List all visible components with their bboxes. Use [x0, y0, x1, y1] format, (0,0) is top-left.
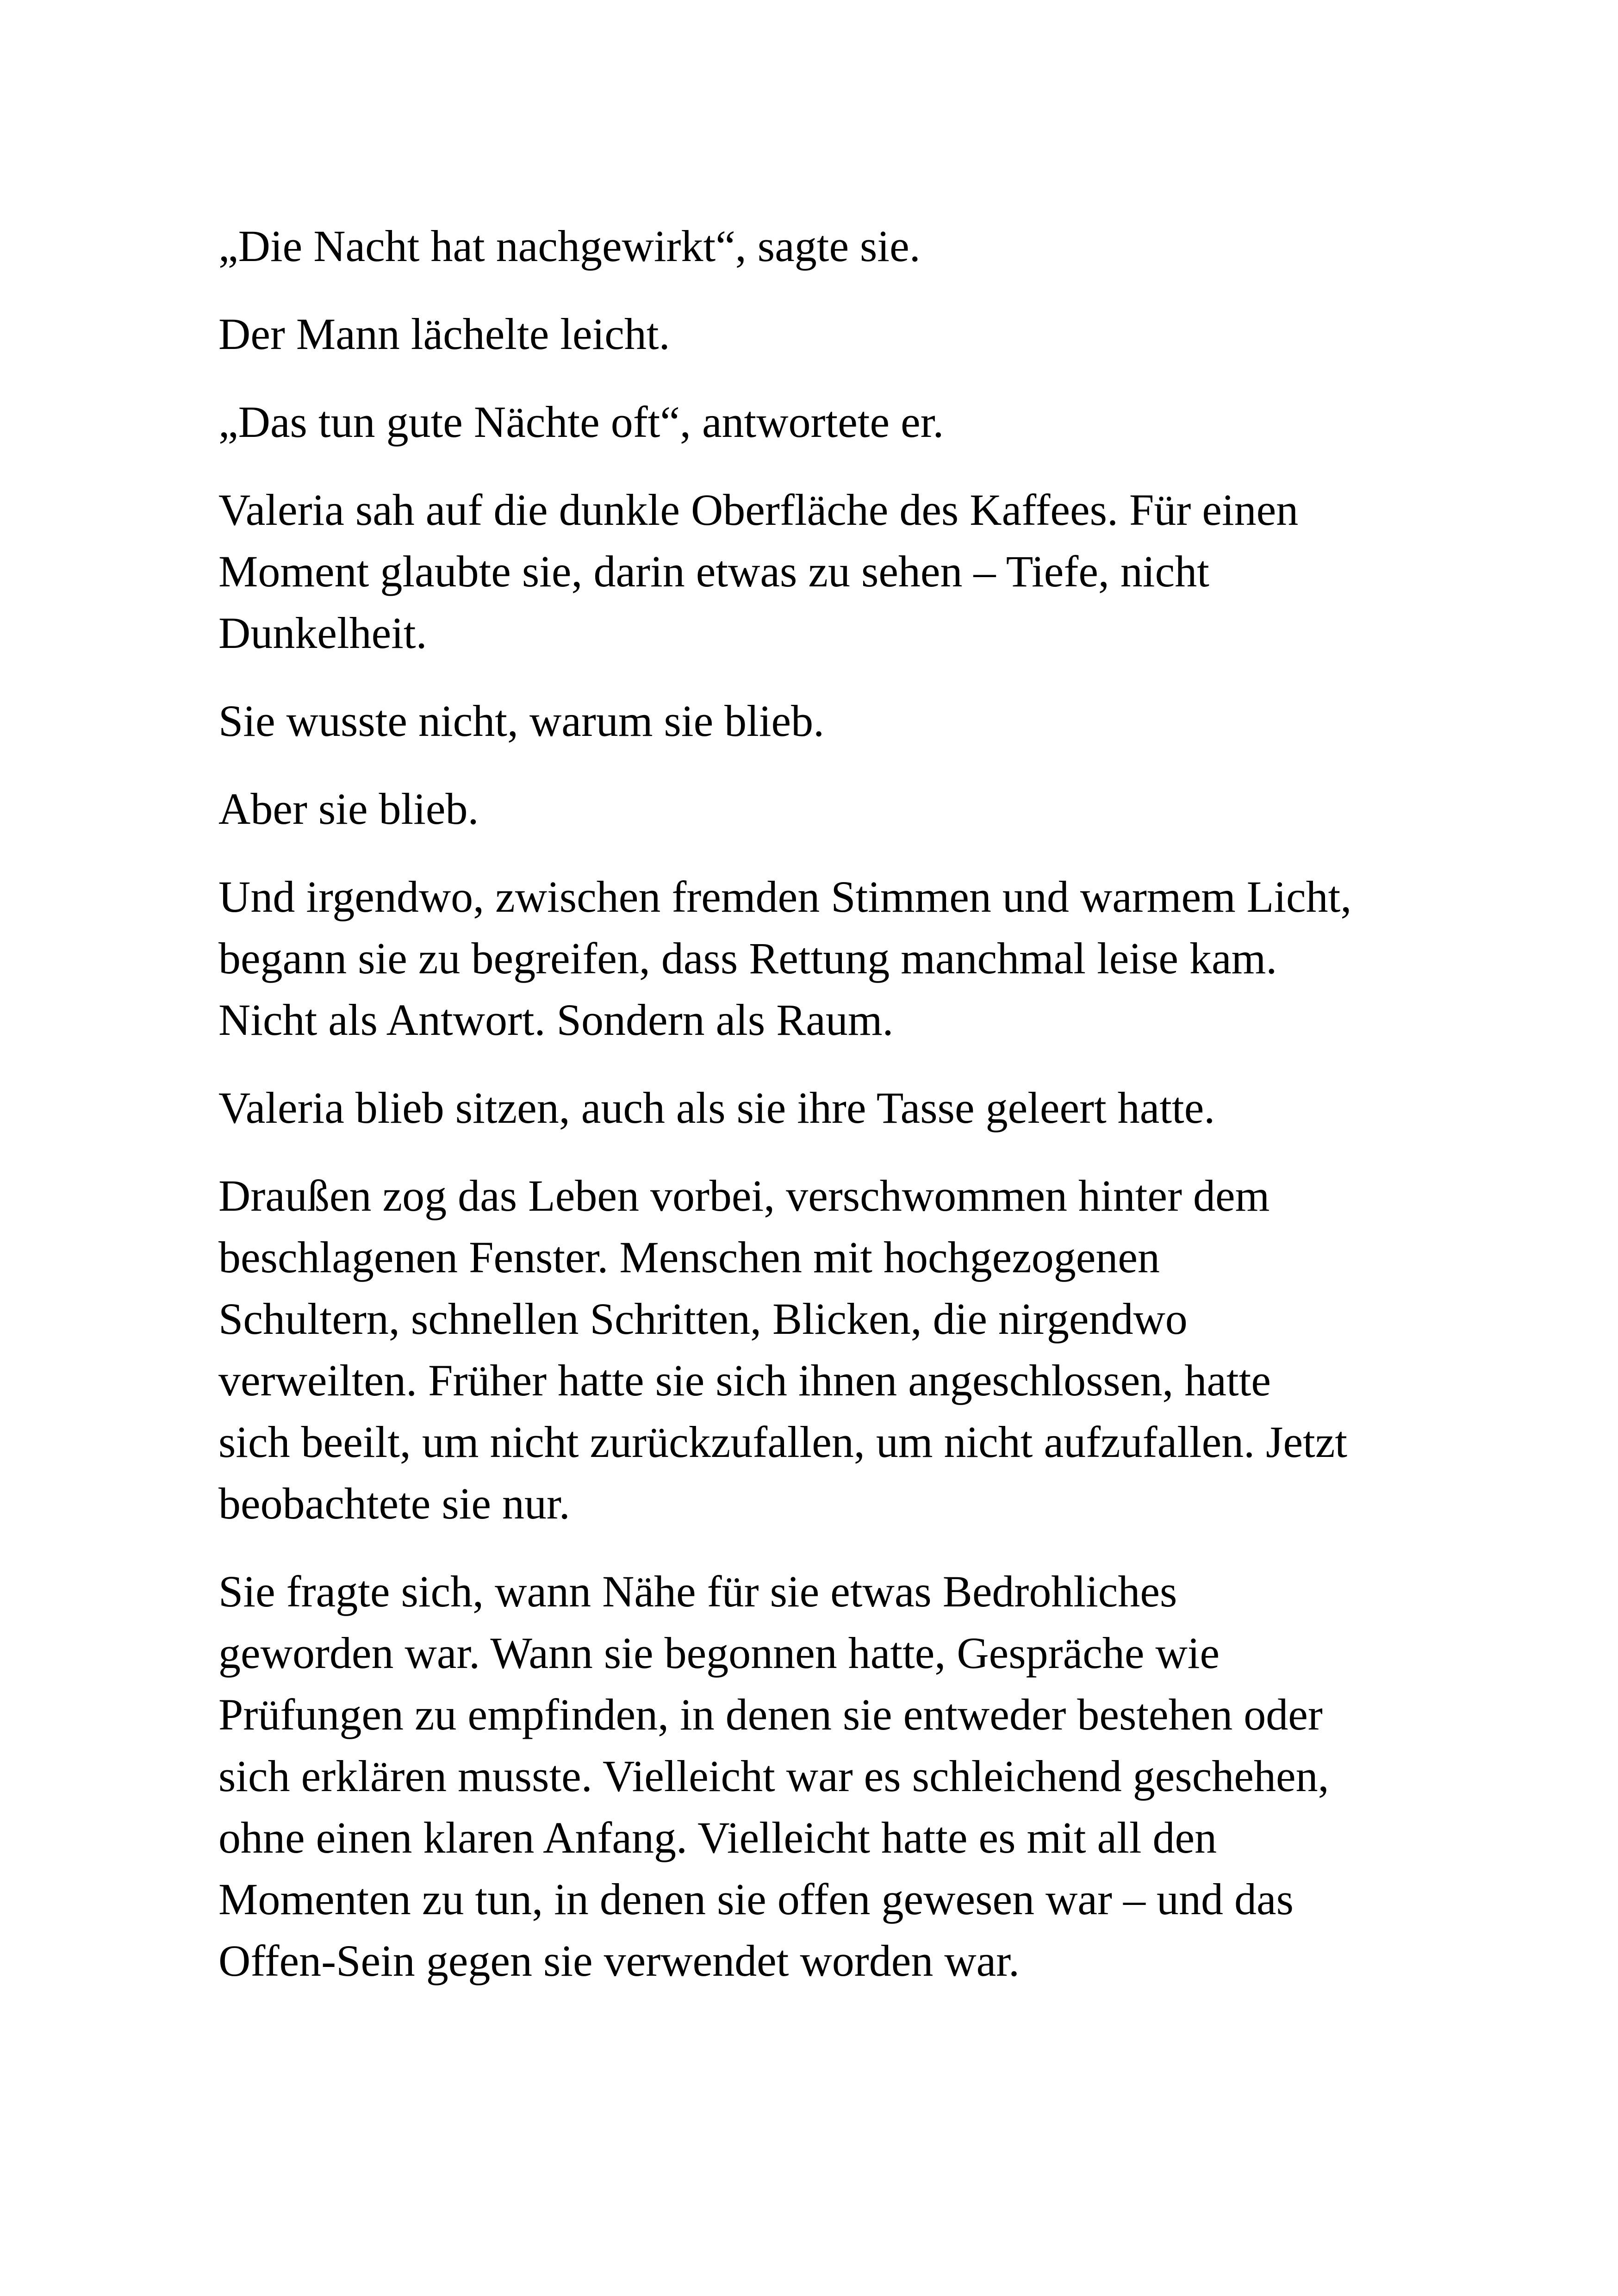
text-line: Schultern, schnellen Schritten, Blicken, die nirgendwo — [218, 1294, 1188, 1344]
text-line: beobachtete sie nur. — [218, 1479, 570, 1528]
text-line: Valeria sah auf die dunkle Oberfläche des Kaffees. Für einen — [218, 485, 1299, 535]
paragraph — [218, 690, 1431, 752]
paragraph — [218, 303, 1431, 365]
text-line: „Die Nacht hat nachgewirkt“, sagte sie. — [218, 221, 921, 271]
text-line: Offen-Sein gegen sie verwendet worden war. — [218, 1936, 1020, 1985]
text-line: Moment glaubte sie, darin etwas zu sehen – Tiefe, nicht — [218, 547, 1209, 596]
text-line: ohne einen klaren Anfang. Vielleicht hatte es mit all den — [218, 1813, 1217, 1862]
text-line: geworden war. Wann sie begonnen hatte, Gespräche wie — [218, 1628, 1220, 1678]
paragraph — [218, 1165, 1431, 1534]
text-line: Und irgendwo, zwischen fremden Stimmen und warmem Licht, — [218, 872, 1352, 921]
paragraph — [218, 1077, 1431, 1139]
text-line: verweilten. Früher hatte sie sich ihnen angeschlossen, hatte — [218, 1356, 1271, 1405]
text-line: „Das tun gute Nächte oft“, antwortete er. — [218, 397, 944, 447]
text-line: beschlagenen Fenster. Menschen mit hochgezogenen — [218, 1232, 1160, 1282]
text-line: Draußen zog das Leben vorbei, verschwommen hinter dem — [218, 1171, 1270, 1220]
paragraph — [218, 1561, 1431, 1991]
text-line: Prüfungen zu empfinden, in denen sie entweder bestehen oder — [218, 1690, 1323, 1739]
text-line: Momenten zu tun, in denen sie offen gewesen war – und das — [218, 1874, 1294, 1924]
paragraph — [218, 215, 1431, 277]
paragraph — [218, 391, 1431, 453]
text-line: Sie fragte sich, wann Nähe für sie etwas Bedrohliches — [218, 1567, 1177, 1616]
paragraph — [218, 479, 1431, 664]
text-line: Sie wusste nicht, warum sie blieb. — [218, 696, 825, 746]
text-line: Valeria blieb sitzen, auch als sie ihre Tasse geleert hatte. — [218, 1083, 1215, 1132]
text-line: Aber sie blieb. — [218, 784, 479, 834]
paragraph — [218, 778, 1431, 840]
text-line: Der Mann lächelte leicht. — [218, 309, 670, 359]
text-line: Nicht als Antwort. Sondern als Raum. — [218, 995, 894, 1045]
text-line: sich erklären musste. Vielleicht war es schleichend geschehen, — [218, 1751, 1329, 1801]
paragraph — [218, 866, 1431, 1051]
text-line: sich beeilt, um nicht zurückzufallen, um nicht aufzufallen. Jetzt — [218, 1417, 1348, 1467]
text-line: begann sie zu begreifen, dass Rettung manchmal leise kam. — [218, 933, 1277, 983]
text-line: Dunkelheit. — [218, 608, 427, 658]
document-body — [218, 215, 1431, 2018]
